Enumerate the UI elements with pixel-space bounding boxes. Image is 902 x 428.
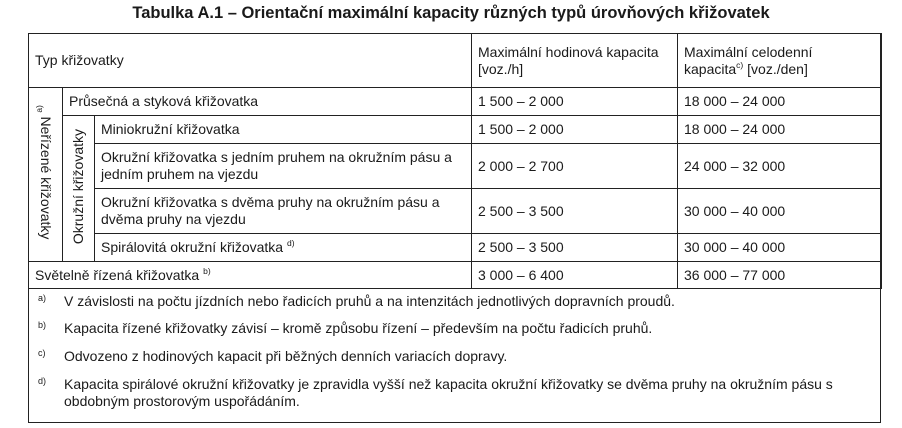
row-daily: 18 000 – 24 000 — [678, 88, 882, 116]
table-title: Tabulka A.1 – Orientační maximální kapacity různých typů úrovňových křižovatek — [132, 4, 770, 22]
row-label: Okružní křižovatka s dvěma pruhy na okružním pásu a dvěma pruhy na vjezdu — [95, 189, 472, 234]
row-label: Průsečná a styková křižovatka — [63, 88, 472, 116]
row-daily: 30 000 – 40 000 — [678, 234, 882, 262]
row-hourly: 2 500 – 3 500 — [472, 234, 678, 262]
row-hourly: 2 500 – 3 500 — [472, 189, 678, 234]
row-daily: 18 000 – 24 000 — [678, 116, 882, 144]
header-daily: Maximální celodenní kapacita$^{c)}$ [voz./den] — [678, 34, 882, 88]
row-daily: 36 000 – 77 000 — [678, 262, 882, 289]
header-type: Typ křižovatky — [29, 34, 472, 88]
group-roundabout: Okružní křižovatky — [63, 116, 95, 262]
footnote-mark: c) — [38, 348, 46, 358]
row-hourly: 1 500 – 2 000 — [472, 116, 678, 144]
row-daily: 24 000 – 32 000 — [678, 144, 882, 189]
header-hourly: Maximální hodinová kapacita [voz./h] — [472, 34, 678, 88]
group-unsignalized: Neřízené křižovatky $^{a)}$ — [29, 88, 63, 262]
footnote-mark: b) — [38, 320, 47, 330]
row-daily: 30 000 – 40 000 — [678, 189, 882, 234]
row-label: Miniokružní křižovatka — [95, 116, 472, 144]
footnote-mark: d) — [38, 376, 47, 386]
row-hourly: 2 000 – 2 700 — [472, 144, 678, 189]
row-label: Okružní křižovatka s jedním pruhem na okružním pásu a jedním pruhem na vjezdu — [95, 144, 472, 189]
footnote-text: Kapacita řízené křižovatky závisí – kromě způsobu řízení – především na počtu řadicích pruhů. — [64, 320, 653, 336]
footnote-text: V závislosti na počtu jízdních nebo řadicích pruhů a na intenzitách jednotlivých dopravních proudů. — [64, 293, 675, 309]
footnote-mark: a) — [38, 293, 47, 303]
row-label: Světelně řízená křižovatka $^{b)}$ — [29, 262, 472, 289]
row-label: Spirálovitá okružní křižovatka $^{d)}$ — [95, 234, 472, 262]
row-hourly: 1 500 – 2 000 — [472, 88, 678, 116]
row-hourly: 3 000 – 6 400 — [472, 262, 678, 289]
footnote-text: Kapacita spirálové okružní křižovatky je zpravidla vyšší než kapacita okružní křižovatky se dvěma pruhy na okružním pásu s obdobným prostorovým uspořádáním. — [64, 376, 833, 409]
footnote-text: Odvozeno z hodinových kapacit při běžných denních variacích dopravy. — [64, 348, 508, 364]
